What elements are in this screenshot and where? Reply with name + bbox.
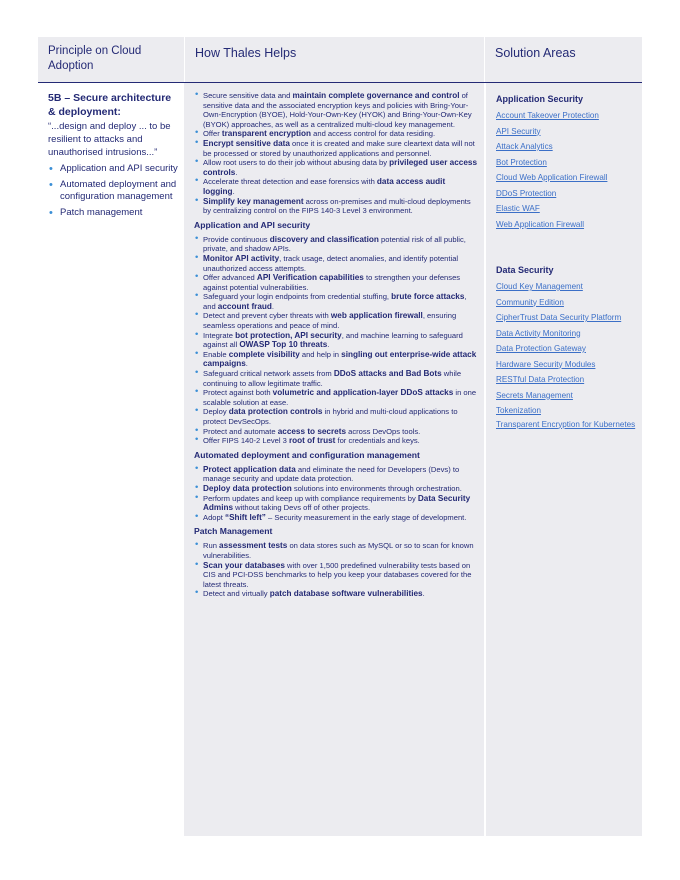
text: Perform updates and keep up with compliance requirements by — [203, 493, 418, 503]
bullet-item — [194, 129, 478, 139]
text: . — [422, 589, 425, 599]
text: Enable — [203, 349, 229, 359]
solution-link-list — [496, 108, 638, 232]
solution-link[interactable]: Bot Protection — [496, 157, 547, 167]
bold-text: patch database software vulnerabilities — [269, 589, 423, 599]
solution-link[interactable]: Secrets Management — [496, 390, 573, 400]
principle-quote: “...design and deploy ... to be resilient to attacks and unauthorised intrusions...” — [48, 121, 171, 158]
thales-helps-cell — [184, 83, 484, 836]
bullet-item — [194, 197, 478, 216]
bullet-item — [194, 407, 478, 426]
solution-link[interactable]: Cloud Key Management — [496, 282, 583, 291]
principle-title: 5B – Secure architecture & deployment: — [48, 92, 172, 118]
text: . — [232, 186, 235, 196]
text: Adopt — [203, 512, 225, 522]
header-principle: Principle on Cloud Adoption — [48, 45, 142, 72]
bullet-item — [194, 139, 478, 158]
bold-text: brute force attacks — [391, 292, 465, 302]
intro-list — [194, 91, 478, 216]
bullet-item — [194, 494, 478, 513]
bullet-item — [194, 158, 478, 177]
text: Protect against both — [203, 388, 273, 398]
bold-text: Protect application data — [203, 464, 296, 474]
section-title: Patch Management — [194, 526, 273, 537]
solution-areas-cell — [484, 83, 642, 836]
text: Allow root users to do their job without abusing data by — [203, 158, 390, 168]
bullet-item — [194, 235, 478, 254]
text: Offer FIPS 140-2 Level 3 — [203, 436, 289, 446]
text: potential risk of all public, private, and shadow APIs. — [203, 234, 466, 254]
solution-link[interactable]: RESTful Data Protection — [496, 375, 585, 384]
solution-group-title: Data Security — [496, 265, 554, 275]
principle-cell — [38, 83, 184, 836]
solution-link[interactable]: Data Activity Monitoring — [496, 328, 581, 338]
solution-group-title: Application Security — [496, 94, 584, 104]
text: across DevOps tools. — [346, 426, 421, 436]
solution-link[interactable]: Web Application Firewall — [496, 219, 585, 229]
text: in hybrid and multi-cloud applications to protect DevSecOps. — [203, 407, 458, 426]
header-how-thales-helps: How Thales Helps — [184, 37, 484, 82]
bold-text: bot protection, API security — [235, 330, 342, 340]
text: Offer advanced — [203, 273, 257, 283]
bullet-item — [194, 465, 478, 484]
cloud-adoption-table — [38, 37, 642, 836]
text: . — [245, 359, 248, 369]
bold-text: privileged user access controls — [203, 158, 477, 177]
bold-text: singling out enterprise-wide attack campaigns — [203, 349, 477, 369]
table-header — [38, 37, 642, 83]
bold-text: Encrypt sensitive data — [203, 138, 290, 148]
section-list — [194, 465, 478, 523]
solution-link[interactable]: API Security — [496, 126, 541, 136]
solution-link[interactable]: Community Edition — [496, 297, 564, 307]
bullet-item — [194, 589, 478, 599]
text: without taking Devs off of other projects. — [233, 503, 371, 513]
table-body — [38, 83, 642, 836]
bullet-item — [194, 369, 478, 388]
bullet-item — [194, 427, 478, 437]
text: to strengthen your defenses against potential vulnerabilities. — [203, 273, 461, 292]
bold-text: Deploy data protection — [203, 483, 292, 493]
text: , and machine learning to safeguard against all — [203, 330, 463, 350]
text: Safeguard critical network assets from — [203, 369, 334, 379]
bullet-item — [194, 91, 478, 129]
text: Provide continuous — [203, 234, 270, 244]
bold-text: API Verification capabilities — [256, 273, 364, 283]
section-title: Automated deployment and configuration management — [194, 449, 420, 460]
text: Detect and prevent cyber threats with — [203, 311, 331, 321]
text: , and — [203, 292, 467, 311]
solution-link[interactable]: Attack Analytics — [496, 142, 553, 151]
text: Protect and automate — [203, 426, 278, 436]
group-spacer — [496, 232, 638, 264]
text: Secure sensitive data and — [203, 91, 293, 100]
text: Accelerate threat detection and ease forensics with — [203, 177, 377, 187]
text: . — [271, 301, 275, 311]
text: . — [235, 167, 238, 177]
solution-link[interactable]: DDoS Protection — [496, 188, 557, 198]
bullet-item — [194, 273, 478, 292]
bullet-item — [194, 292, 478, 311]
text: with over 1,500 predefined vulnerability tests based on CIS and PCI-DSS benchmarks to help you keep your databases covered for the latest threats. — [203, 560, 472, 589]
solution-link[interactable]: Transparent Encryption for Kubernetes — [496, 419, 636, 429]
text: on data stores such as MySQL or so to scan for known vulnerabilities. — [203, 541, 474, 560]
bold-text: Simplify key management — [203, 196, 304, 206]
bullet-item — [194, 177, 478, 196]
bold-text: assessment tests — [219, 541, 288, 551]
text: solutions into environments through orchestration. — [291, 483, 462, 493]
solution-link[interactable]: Elastic WAF — [496, 204, 540, 213]
text: of sensitive data and the associated encryption keys and policies with Bring-Your-Own-Encryption (BYOE), Hold-Your-Own-Key (HYOK) and Bring-Your-Own-Key (BYOK) approaches, as well as a centralized multi-cloud key management. — [203, 91, 472, 129]
bold-text: DDoS attacks and Bad Bots — [333, 369, 442, 379]
principle-item: • Patch management — [48, 207, 180, 219]
thales-sections — [194, 220, 478, 599]
text: and access control for data residing. — [311, 129, 436, 139]
bold-text: account fraud — [217, 301, 272, 311]
bold-text: complete visibility — [228, 349, 300, 359]
bullet-item — [194, 254, 478, 273]
bold-text: web application firewall — [330, 311, 423, 321]
text: in one scalable solution at ease. — [203, 388, 477, 407]
text: , ensuring seamless operations and peace of mind. — [203, 311, 457, 331]
principle-item: • Automated deployment and configuration management — [48, 179, 180, 203]
bold-text: data protection controls — [228, 407, 323, 417]
text: Run — [203, 541, 220, 551]
bullet-item — [194, 561, 478, 590]
text: while continuing to allow legitimate traffic. — [203, 369, 462, 388]
bullet-item — [194, 484, 478, 494]
bold-text: data access audit logging — [203, 177, 446, 196]
solution-link[interactable]: Account Takeover Protection — [496, 111, 599, 120]
bold-text: OWASP Top 10 threats — [239, 340, 328, 350]
bold-text: transparent encryption — [221, 129, 312, 139]
section-list — [194, 235, 478, 446]
text: , track usage, detect anomalies, and identify potential unauthorized access attempts. — [203, 253, 459, 273]
text: Safeguard your login endpoints from credential stuffing, — [203, 292, 392, 302]
bold-text: access to secrets — [277, 426, 346, 436]
solution-link[interactable]: Cloud Web Application Firewall — [496, 173, 608, 182]
solution-link[interactable]: CipherTrust Data Security Platform — [496, 313, 622, 322]
text: Deploy — [203, 407, 229, 417]
text: once it is created and make sure cleartext data will not be processed or stored by unauthorized applications and personnel. — [203, 138, 475, 158]
bold-text: discovery and classification — [269, 234, 379, 244]
bold-text: volumetric and application-layer DDoS attacks — [272, 388, 454, 398]
bold-text: Data Security Admins — [203, 493, 471, 513]
bold-text: Scan your databases — [203, 560, 285, 570]
bullet-item — [194, 388, 478, 407]
text: . — [327, 340, 330, 350]
principle-list — [48, 163, 180, 219]
text: – Security measurement in the early stage of development. — [265, 512, 467, 522]
solution-link[interactable]: Hardware Security Modules — [496, 359, 596, 369]
bold-text: Monitor API activity — [203, 253, 280, 263]
bullet-item — [194, 350, 478, 369]
text: across on-premises and multi-cloud deployments by centralizing control on the FIPS 140-3 Level 3 environment. — [203, 196, 471, 216]
bullet-item — [194, 331, 478, 350]
bullet-item — [194, 541, 478, 560]
principle-item: • Application and API security — [48, 163, 180, 175]
solution-link[interactable]: Data Protection Gateway — [496, 344, 586, 353]
text: Offer — [203, 129, 222, 139]
bullet-item — [194, 311, 478, 330]
text: and help in — [299, 349, 342, 359]
solution-link-list — [496, 279, 638, 430]
bullet-item — [194, 513, 478, 523]
header-solution-areas: Solution Areas — [484, 37, 642, 82]
bold-text: “Shift left” — [224, 512, 266, 522]
section-list — [194, 541, 478, 599]
text: Detect and virtually — [203, 589, 270, 599]
text: Integrate — [203, 330, 236, 340]
section-title: Application and API security — [194, 219, 311, 230]
bold-text: root of trust — [288, 436, 336, 446]
text: for credentials and keys. — [335, 436, 420, 446]
text: and eliminate the need for Developers (Devs) to manage security and update data protection. — [203, 464, 460, 484]
solution-link[interactable]: Tokenization — [496, 406, 541, 415]
bullet-item — [194, 436, 478, 446]
bold-text: maintain complete governance and control — [292, 91, 460, 100]
